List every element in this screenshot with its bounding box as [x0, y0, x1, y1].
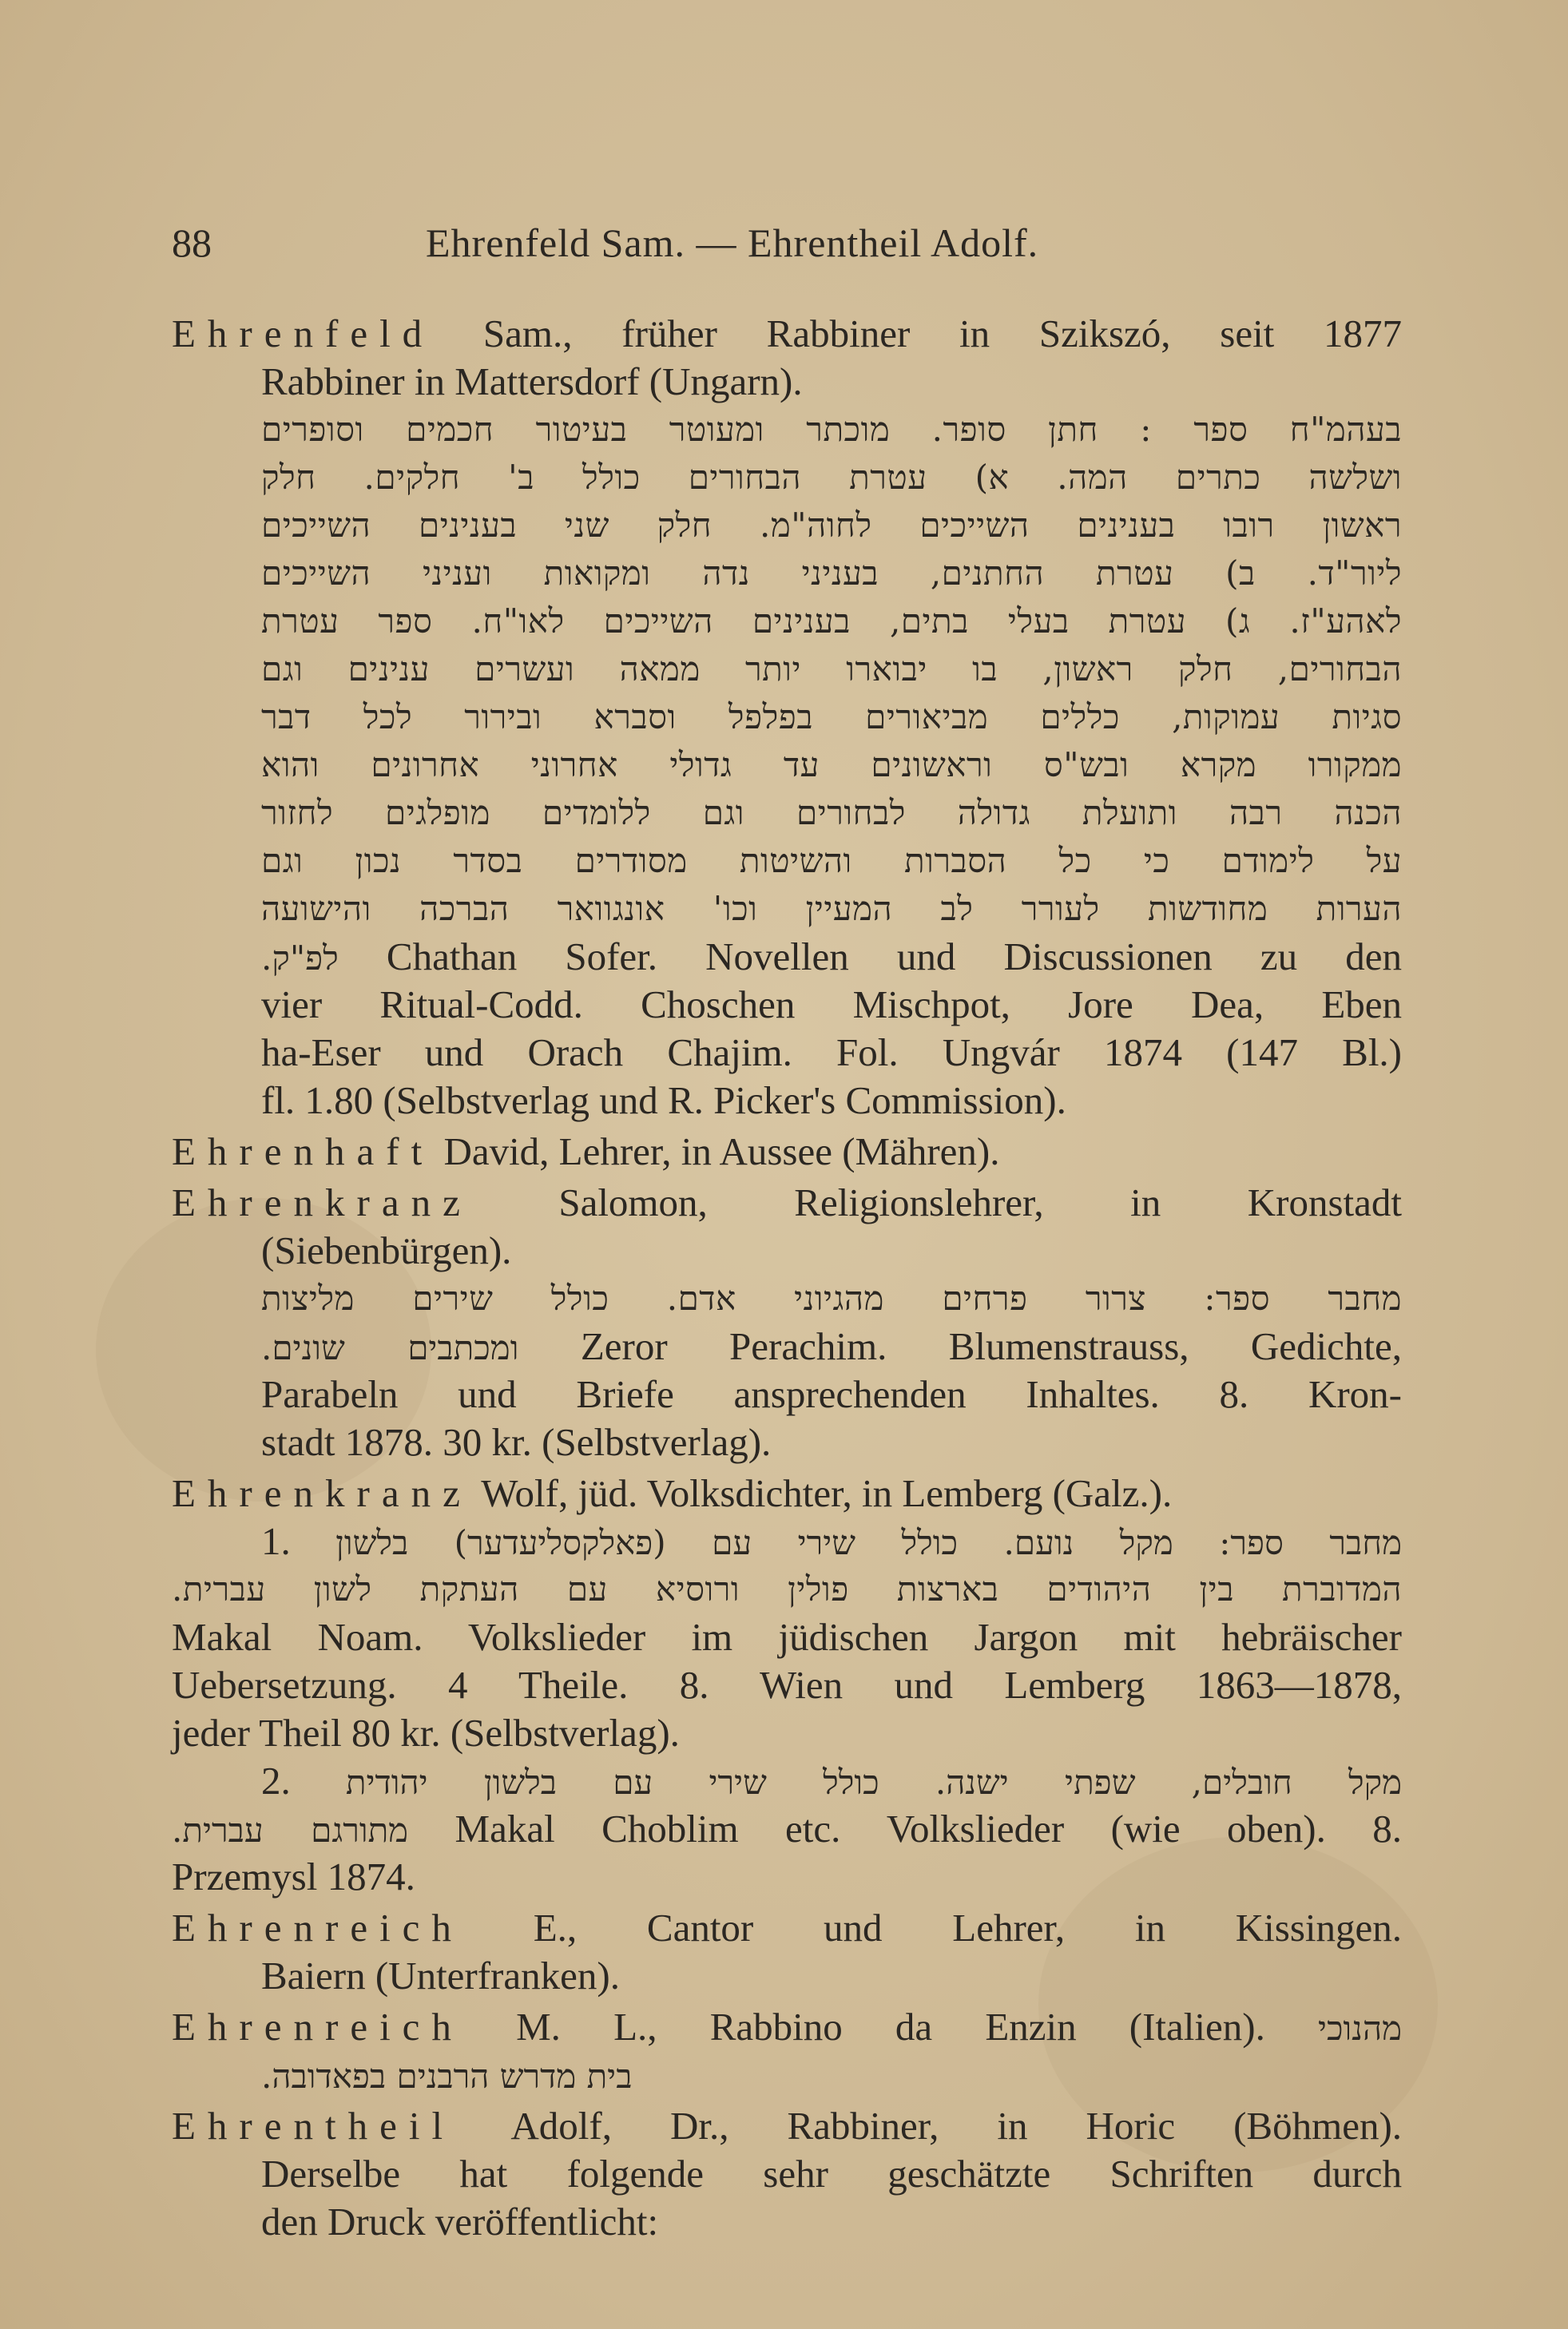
entry-ehrenreich-e	[172, 1904, 1402, 2000]
hebrew-line: לאהע"ז. ג) עטרת בעלי בתים, בענינים השייכים לאו"ח. ספר עטרת	[261, 601, 1402, 641]
hebrew-line: הכנה רבה ותועלת גדולה לבחורים וגם ללומדים מופלגים לחזור	[261, 793, 1402, 832]
entry-line: vier Ritual-Codd. Choschen Mischpot, Jore Dea, Eben	[261, 982, 1402, 1026]
hebrew-line: המדוברת בין היהודים בארצות פולין ורוסיא עם העתקת לשון עברית.	[172, 1569, 1402, 1609]
entry-name: Ehrentheil	[172, 2104, 455, 2148]
item-number: 2.	[261, 1759, 291, 1803]
entry-line	[172, 1518, 1402, 1565]
entry-line: Parabeln und Briefe ansprechenden Inhaltes. 8. Kron-	[261, 1372, 1402, 1416]
entry-line	[172, 933, 1402, 981]
entry-name: Ehrenfeld	[172, 311, 435, 355]
running-head: Ehrenfeld Sam. — Ehrentheil Adolf.	[426, 220, 1039, 265]
entry-text: Adolf, Dr., Rabbiner, in Horic (Böhmen).	[510, 2104, 1403, 2148]
hebrew-line: הערות מחודשות לעורר לב המעיין וכו' אונגוואר הברכה והישועה	[261, 889, 1402, 928]
hebrew-fragment: לפ"ק.	[261, 938, 339, 978]
hebrew-line: סגיות עמוקות, כללים מביאורים בפלפל וסברא ובירור לכל דבר	[261, 697, 1402, 736]
entry-line: Derselbe hat folgende sehr geschätzte Schriften durch	[261, 2152, 1402, 2196]
entry-text: M. L., Rabbino da Enzin (Italien).	[516, 2005, 1265, 2049]
entry-ehrentheil	[172, 2102, 1402, 2246]
entry-line: Rabbiner in Mattersdorf (Ungarn).	[261, 359, 803, 403]
entry-line	[172, 2102, 1402, 2150]
hebrew-line: ושלשה כתרים המה. א) עטרת הבחורים כולל ב' חלקים. חלק	[261, 458, 1402, 497]
entry-line	[172, 1805, 1402, 1853]
entry-name: Ehrenreich	[172, 1906, 463, 1950]
entry-line: Uebersetzung. 4 Theile. 8. Wien und Lemberg 1863—1878,	[172, 1663, 1402, 1707]
hebrew-line: ראשון רובו בענינים השייכים לחוה"מ. חלק שני בענינים השייכים	[261, 506, 1402, 545]
entry-line	[172, 1904, 1402, 1952]
entry-text: E., Cantor und Lehrer, in Kissingen.	[533, 1906, 1403, 1950]
entry-line	[172, 2003, 1402, 2051]
entry-line	[172, 310, 1402, 358]
entry-line	[172, 1179, 1402, 1227]
entry-line: (Siebenbürgen).	[261, 1228, 512, 1272]
entry-ehrenkranz-wolf	[172, 1470, 1402, 1901]
hebrew-fragment: מקל חובלים, שפתי ישנה. כולל שירי עם בלשון יהודית	[345, 1763, 1402, 1802]
entry-name: Ehrenhaft	[172, 1129, 435, 1173]
entry-line: Makal Noam. Volkslieder im jüdischen Jargon mit hebräischer	[172, 1615, 1402, 1659]
entry-ehrenkranz-salomon	[172, 1179, 1402, 1466]
entry-line: den Druck veröffentlicht:	[261, 2200, 659, 2244]
page-body	[172, 310, 1402, 2249]
entry-text: Chathan Sofer. Novellen und Discussionen zu den	[386, 934, 1403, 978]
entry-line	[172, 2051, 1402, 2099]
entry-line: jeder Theil 80 kr. (Selbstverlag).	[172, 1711, 680, 1755]
entry-text: Zeror Perachim. Blumenstrauss, Gedichte,	[580, 1324, 1403, 1368]
page-number: 88	[172, 220, 212, 265]
entry-line: Baiern (Unterfranken).	[261, 1954, 620, 1998]
hebrew-fragment: מהנוכי	[1318, 2009, 1402, 2048]
entry-text: Wolf, jüd. Volksdichter, in Lemberg (Galz.).	[481, 1471, 1173, 1515]
hebrew-line: על לימודם כי כל הסברות והשיטות מסודרים בסדר נכון וגם	[261, 841, 1402, 880]
hebrew-fragment: ומכתבים שונים.	[261, 1328, 519, 1367]
entry-line	[172, 1323, 1402, 1371]
item-number: 1.	[261, 1519, 291, 1563]
entry-name: Ehrenreich	[172, 2005, 463, 2049]
hebrew-fragment: מחבר ספר: מקל נועם. כולל שירי עם (פאלקסליעדער) בלשון	[335, 1523, 1402, 1562]
hebrew-fragment: מתורגם עברית.	[172, 1811, 409, 1850]
entry-line: ha-Eser und Orach Chajim. Fol. Ungvár 1874 (147 Bl.)	[261, 1030, 1402, 1074]
entry-line: Przemysl 1874.	[172, 1855, 415, 1899]
entry-text: Salomon, Religionslehrer, in Kronstadt	[558, 1180, 1403, 1224]
hebrew-fragment: בית מדרש הרבנים בפאדובה.	[261, 2057, 633, 2096]
hebrew-line: ממקורו מקרא ובש"ס וראשונים עד גדולי אחרוני אחרונים והוא	[261, 745, 1402, 784]
entry-ehrenreich-ml	[172, 2003, 1402, 2099]
hebrew-line: בעהמ"ח ספר : חתן סופר. מוכתר ומעוטר בעיטור חכמים וסופרים	[261, 410, 1402, 449]
hebrew-line: הבחורים, חלק ראשון, בו יבוארו יותר ממאה ועשרים ענינים וגם	[261, 649, 1402, 688]
entry-ehrenhaft	[172, 1128, 1402, 1176]
hebrew-line: ליור"ד. ב) עטרת החתנים, בעניני נדה ומקואות ועניני השייכים	[261, 553, 1402, 593]
entry-text: Makal Choblim etc. Volkslieder (wie oben). 8.	[455, 1807, 1403, 1851]
entry-line	[172, 1757, 1402, 1805]
entry-name: Ehrenkranz	[172, 1180, 472, 1224]
entry-ehrenfeld	[172, 310, 1402, 1125]
entry-line	[172, 1470, 1402, 1518]
entry-line: fl. 1.80 (Selbstverlag und R. Picker's Commission).	[261, 1078, 1066, 1122]
entry-line: stadt 1878. 30 kr. (Selbstverlag).	[261, 1420, 772, 1464]
entry-text: David, Lehrer, in Aussee (Mähren).	[443, 1129, 1000, 1173]
entry-name: Ehrenkranz	[172, 1471, 472, 1515]
hebrew-line: מחבר ספר: צרור פרחים מהגיוני אדם. כולל שירים מליצות	[261, 1279, 1402, 1318]
entry-text: Sam., früher Rabbiner in Szikszó, seit 1877	[482, 311, 1403, 355]
entry-line	[172, 1128, 1402, 1176]
